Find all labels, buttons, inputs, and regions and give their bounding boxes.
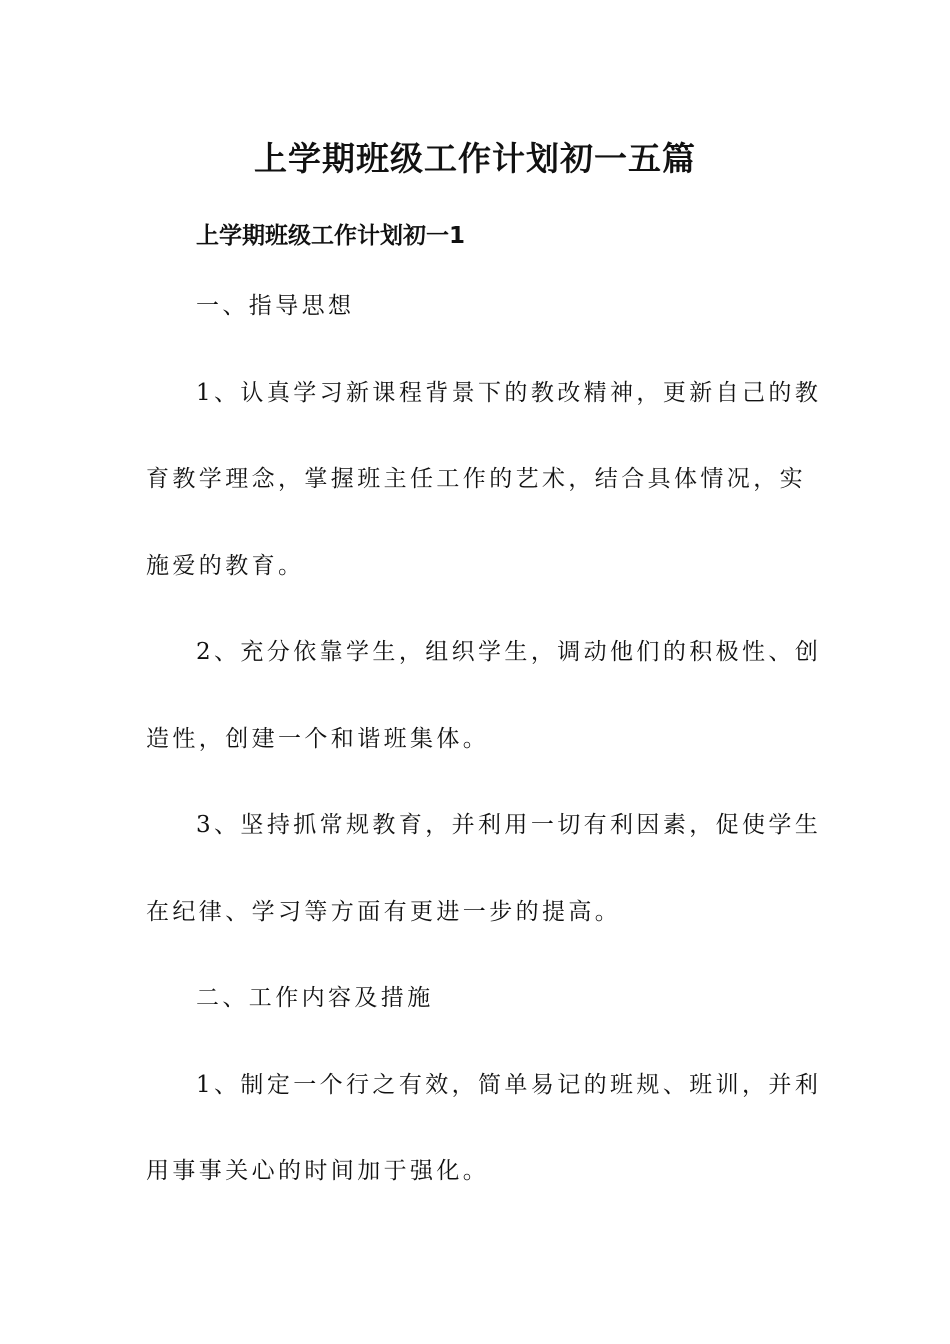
paragraph-line: 1、制定一个行之有效，简单易记的班规、班训，并利	[196, 1072, 822, 1098]
paragraph-line: 造性，创建一个和谐班集体。	[146, 726, 490, 752]
paragraph-line: 1、认真学习新课程背景下的教改精神，更新自己的教	[196, 380, 822, 406]
paragraph-line: 在纪律、学习等方面有更进一步的提高。	[146, 899, 622, 925]
heading-guiding-ideology: 一、指导思想	[196, 293, 355, 319]
section-subtitle: 上学期班级工作计划初一1	[196, 223, 466, 249]
paragraph-line: 2、充分依靠学生，组织学生，调动他们的积极性、创	[196, 639, 822, 665]
heading-work-content: 二、工作内容及措施	[196, 985, 434, 1011]
paragraph-line: 施爱的教育。	[146, 553, 305, 579]
paragraph-line: 用事事关心的时间加于强化。	[146, 1158, 490, 1184]
paragraph-line: 3、坚持抓常规教育，并利用一切有利因素，促使学生	[196, 812, 822, 838]
paragraph-line: 育教学理念，掌握班主任工作的艺术，结合具体情况，实	[146, 466, 806, 492]
document-title: 上学期班级工作计划初一五篇	[254, 139, 696, 178]
